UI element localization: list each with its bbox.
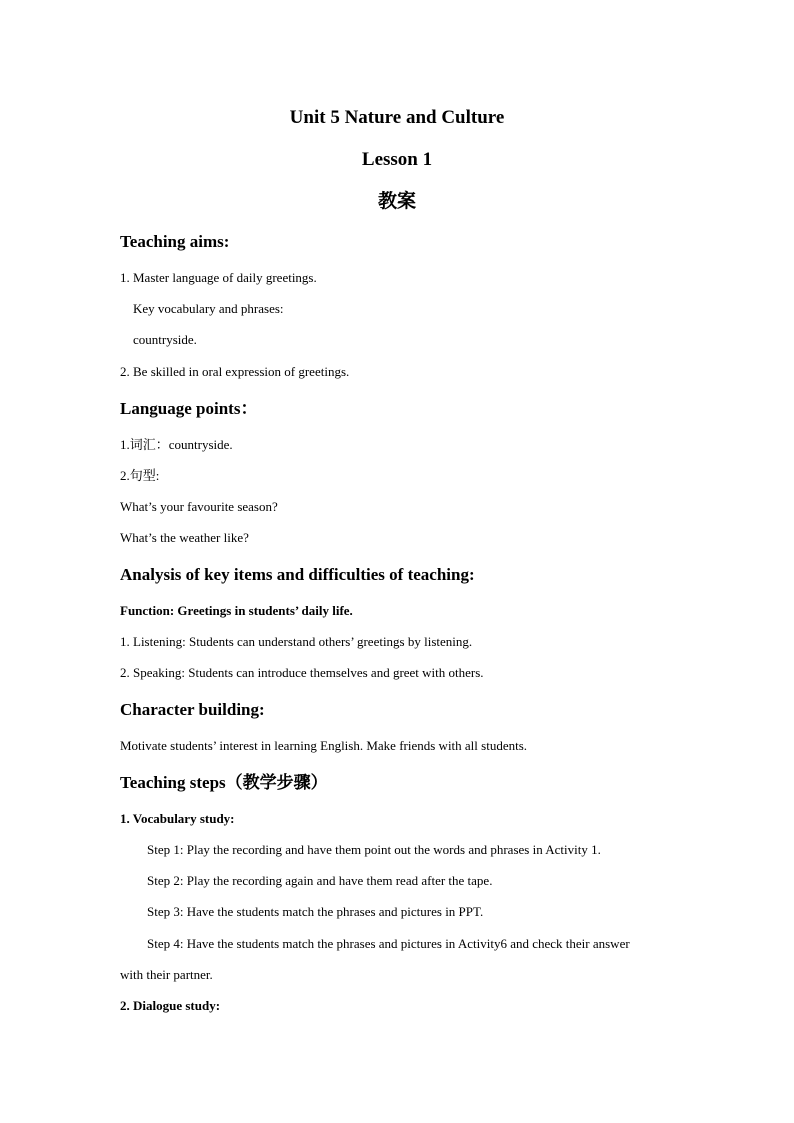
language-point-sentence-label: 2.句型:: [120, 468, 160, 483]
step-3: Step 3: Have the students match the phrases and pictures in PPT.: [147, 904, 484, 919]
vocabulary-study-title: 1. Vocabulary study:: [120, 811, 235, 826]
step-2: Step 2: Play the recording again and have them read after the tape.: [147, 873, 493, 888]
analysis-heading: Analysis of key items and difficulties of teaching:: [120, 565, 475, 584]
teaching-aims-heading: Teaching aims:: [120, 232, 230, 251]
dialogue-study-title: 2. Dialogue study:: [120, 998, 221, 1013]
lesson-title: Lesson 1: [361, 149, 433, 170]
language-point-sentence-2: What’s the weather like?: [120, 530, 249, 545]
analysis-item-1: 1. Listening: Students can understand others’ greetings by listening.: [120, 634, 473, 649]
teaching-aim-item-1: 1. Master language of daily greetings.: [120, 270, 317, 285]
language-point-sentence-1: What’s your favourite season?: [120, 499, 278, 514]
analysis-item-2: 2. Speaking: Students can introduce themselves and greet with others.: [120, 665, 484, 680]
character-building-text: Motivate students’ interest in learning English. Make friends with all students.: [120, 738, 528, 753]
analysis-function: Function: Greetings in students’ daily life.: [120, 603, 353, 618]
step-4-line-2: with their partner.: [120, 967, 213, 982]
key-vocabulary-value: countryside.: [133, 332, 197, 347]
doc-type-title: 教案: [377, 191, 416, 212]
character-building-heading: Character building:: [120, 700, 265, 719]
language-point-vocab: 1.词汇：countryside.: [120, 437, 233, 452]
step-1: Step 1: Play the recording and have them point out the words and phrases in Activity 1.: [147, 842, 601, 857]
language-points-heading: Language points：: [120, 399, 258, 418]
teaching-aim-item-2: 2. Be skilled in oral expression of greetings.: [120, 364, 350, 379]
key-vocabulary-label: Key vocabulary and phrases:: [133, 301, 284, 316]
unit-title: Unit 5 Nature and Culture: [289, 107, 505, 128]
step-4-line-1: Step 4: Have the students match the phrases and pictures in Activity6 and check their answer: [147, 936, 630, 951]
teaching-steps-heading: Teaching steps（教学步骤）: [120, 773, 328, 792]
